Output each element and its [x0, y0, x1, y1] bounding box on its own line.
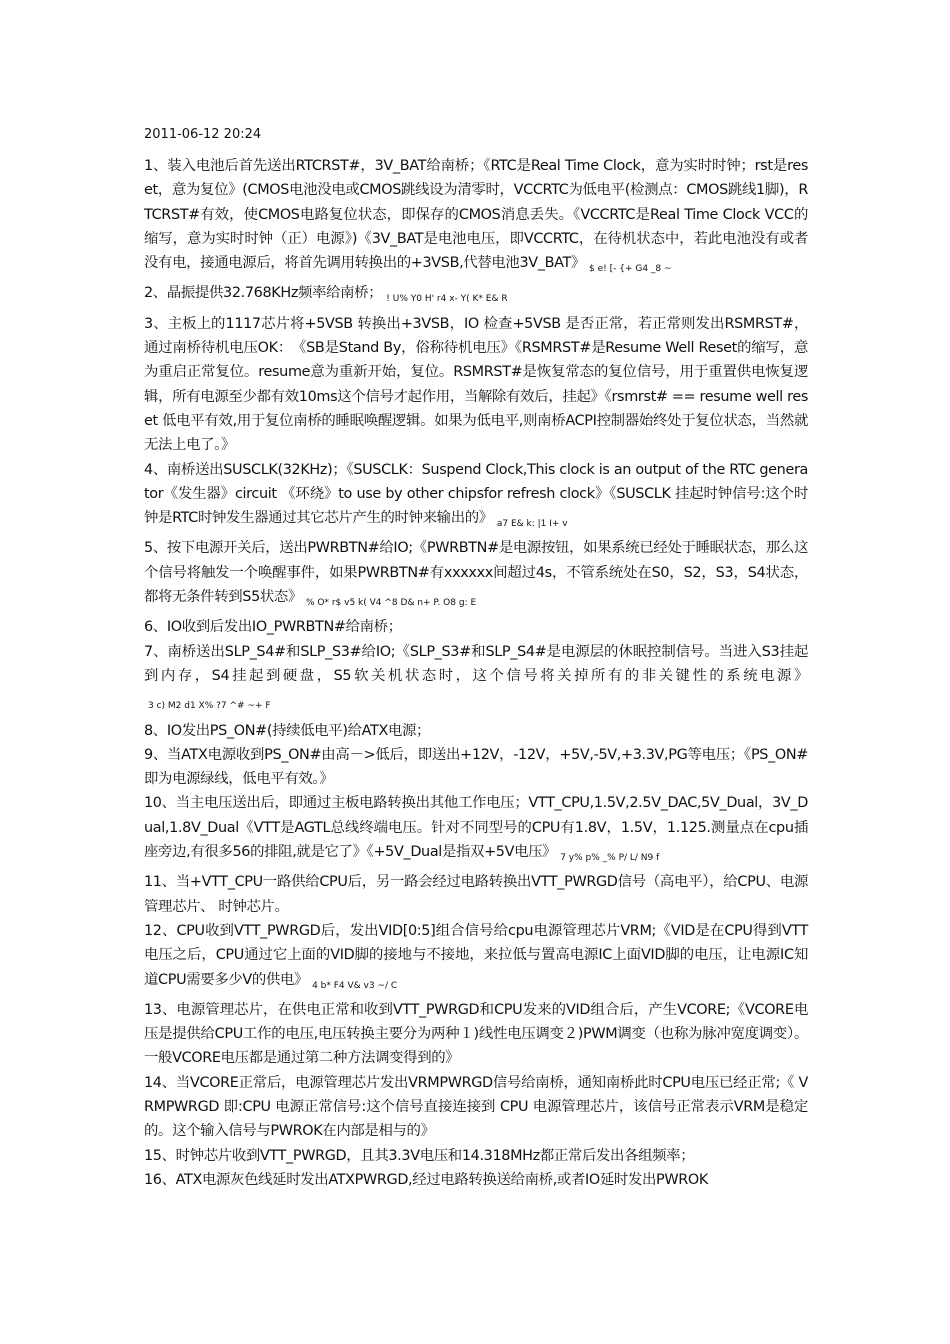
noise-text: 7 y% p% _% P/ L/ N9 f	[560, 853, 660, 864]
paragraph-text: 1、装入电池后首先送出RTCRST#，3V_BAT给南桥；《RTC是Real Time Clock，意为实时时钟；rst是reset，意为复位》(CMOS电池没电或CMOS跳线设为清零时，VCCRTC为低电平(检测点：CMOS跳线1脚)，RTCRST#有效，使CMOS电路复位状态，即保存的CMOS消息丢失。《VCCRTC是Real Time Clock VCC的缩写，意为实时时钟（正）电源》)《3V_BAT是电池电压，即VCCRTC，在待机状态中，若此电池没有或者没有电，接通电源后，将首先调用转换出的+3VSB,代替电池3V_BAT》	[144, 158, 808, 272]
paragraph-text: 10、当主电压送出后，即通过主板电路转换出其他工作电压；VTT_CPU,1.5V,2.5V_DAC,5V_Dual，3V_Dual,1.8V_Dual《VTT是AGTL总线终端电压。针对不同型号的CPU有1.8V，1.5V，1.125.测量点在cpu插座旁边,有很多56的排阻,就是它了》《+5V_Dual是指双+5V电压》	[144, 795, 808, 861]
paragraph-14	[144, 1071, 808, 1144]
paragraph-text: 15、时钟芯片收到VTT_PWRGD，且其3.3V电压和14.318MHz都正常后发出各组频率；	[144, 1147, 695, 1164]
noise-text: 4 b* F4 V& v3 ~/ C	[312, 980, 398, 991]
paragraph-5	[144, 536, 808, 615]
noise-text: 3 c) M2 d1 X% ?7 ^# ~+ F	[148, 701, 271, 712]
paragraph-10	[144, 791, 808, 870]
paragraph-text: 14、当VCORE正常后，电源管理芯片发出VRMPWRGD信号给南桥，通知南桥此时CPU电压已经正常;《 VRMPWRGD 即:CPU 电源正常信号:这个信号直接连接到 CPU 电源管理芯片，该信号正常表示VRM是稳定的。这个输入信号与PWROK在内部是相与的》	[144, 1074, 808, 1140]
paragraph-text: 16、ATX电源灰色线延时发出ATXPWRGD,经过电路转换送给南桥,或者IO延时发出PWROK	[144, 1171, 708, 1188]
paragraph-text: 2、晶振提供32.768KHz频率给南桥；	[144, 285, 383, 302]
paragraph-text: 7、南桥送出SLP_S4#和SLP_S3#给IO;《SLP_S3#和SLP_S4#是电源层的休眠控制信号。当进入S3挂起到内存，S4挂起到硬盘，S5软关机状态时，这个信号将关掉所有的非关键性的系统电源》	[144, 643, 808, 684]
paragraph-1	[144, 154, 808, 281]
paragraph-9	[144, 743, 808, 792]
paragraph-7	[144, 640, 808, 719]
paragraph-2	[144, 281, 808, 311]
paragraph-12	[144, 919, 808, 998]
paragraph-8	[144, 719, 808, 743]
paragraph-text: 4、南桥送出SUSCLK(32KHz)；《SUSCLK：Suspend Clock,This clock is an output of the RTC generator《发生器》circuit 《环绕》to use by other chipsfor refresh clock》《SUSCLK 挂起时钟信号:这个时钟是RTC时钟发生器通过其它芯片产生的时钟来输出的》	[144, 461, 808, 527]
paragraph-6	[144, 615, 808, 639]
noise-text: % O* r$ v5 k( V4 ^8 D& n+ P. O8 g: E	[306, 598, 477, 609]
noise-text: a7 E& k: |1 I+ v	[496, 519, 568, 530]
paragraph-text: 9、当ATX电源收到PS_ON#由高－>低后，即送出+12V，-12V，+5V,-5V,+3.3V,PG等电压；《PS_ON#即为电源绿线，低电平有效。》	[144, 746, 808, 788]
document-body	[144, 154, 808, 1192]
paragraph-16	[144, 1168, 808, 1192]
paragraph-text: 6、IO收到后发出IO_PWRBTN#给南桥；	[144, 619, 402, 636]
paragraph-text: 5、按下电源开关后，送出PWRBTN#给IO;《PWRBTN#是电源按钮，如果系统已经处于睡眠状态，那么这个信号将触发一个唤醒事件，如果PWRBTN#有xxxxxx间超过4s，不管系统处在S0，S2，S3，S4状态，都将无条件转到S5状态》	[144, 540, 808, 606]
paragraph-text: 3、主板上的1117芯片将+5VSB 转换出+3VSB，IO 检查+5VSB 是否正常，若正常则发出RSMRST#，通过南桥待机电压OK： 《SB是Stand By，俗称待机电压》《RSMRST#是Resume Well Reset的缩写，意为重启正常复位。resume意为重新开始，复位。RSMRST#是恢复常态的复位信号，用于重置供电恢复逻辑，所有电源至少都有效10ms这个信号才起作用，当解除有效后，挂起》《rsmrst# == resume well reset 低电平有效,用于复位南桥的睡眠唤醒逻辑。如果为低电平,则南桥ACPI控制器始终处于复位状态，当然就无法上电了。》	[144, 315, 808, 454]
noise-text: $ e! [- {+ G4 _8 ~	[589, 264, 672, 275]
paragraph-13	[144, 998, 808, 1071]
paragraph-text: 8、IO发出PS_ON#(持续低电平)给ATX电源；	[144, 722, 431, 739]
paragraph-11	[144, 870, 808, 919]
paragraph-4	[144, 458, 808, 537]
paragraph-text: 13、电源管理芯片，在供电正常和收到VTT_PWRGD和CPU发来的VID组合后，产生VCORE;《VCORE电压是提供给CPU工作的电压,电压转换主要分为两种１)线性电压调变２)PWM调变（也称为脉冲宽度调变）。一般VCORE电压都是通过第二种方法调变得到的》	[144, 1001, 808, 1067]
post-date: 2011-06-12 20:24	[144, 127, 262, 142]
paragraph-text: 12、CPU收到VTT_PWRGD后，发出VID[0:5]组合信号给cpu电源管理芯片VRM;《VID是在CPU得到VTT电压之后，CPU通过它上面的VID脚的接地与不接地，来拉低与置高电源IC上面VID脚的电压，让电源IC知道CPU需要多少V的供电》	[144, 922, 808, 988]
paragraph-text: 11、当+VTT_CPU一路供给CPU后，另一路会经过电路转换出VTT_PWRGD信号（高电平），给CPU、电源管理芯片、 时钟芯片。	[144, 874, 808, 915]
paragraph-15	[144, 1144, 808, 1168]
paragraph-3	[144, 312, 808, 458]
noise-text: ! U% Y0 H' r4 x- Y( K* E& R	[386, 294, 508, 305]
